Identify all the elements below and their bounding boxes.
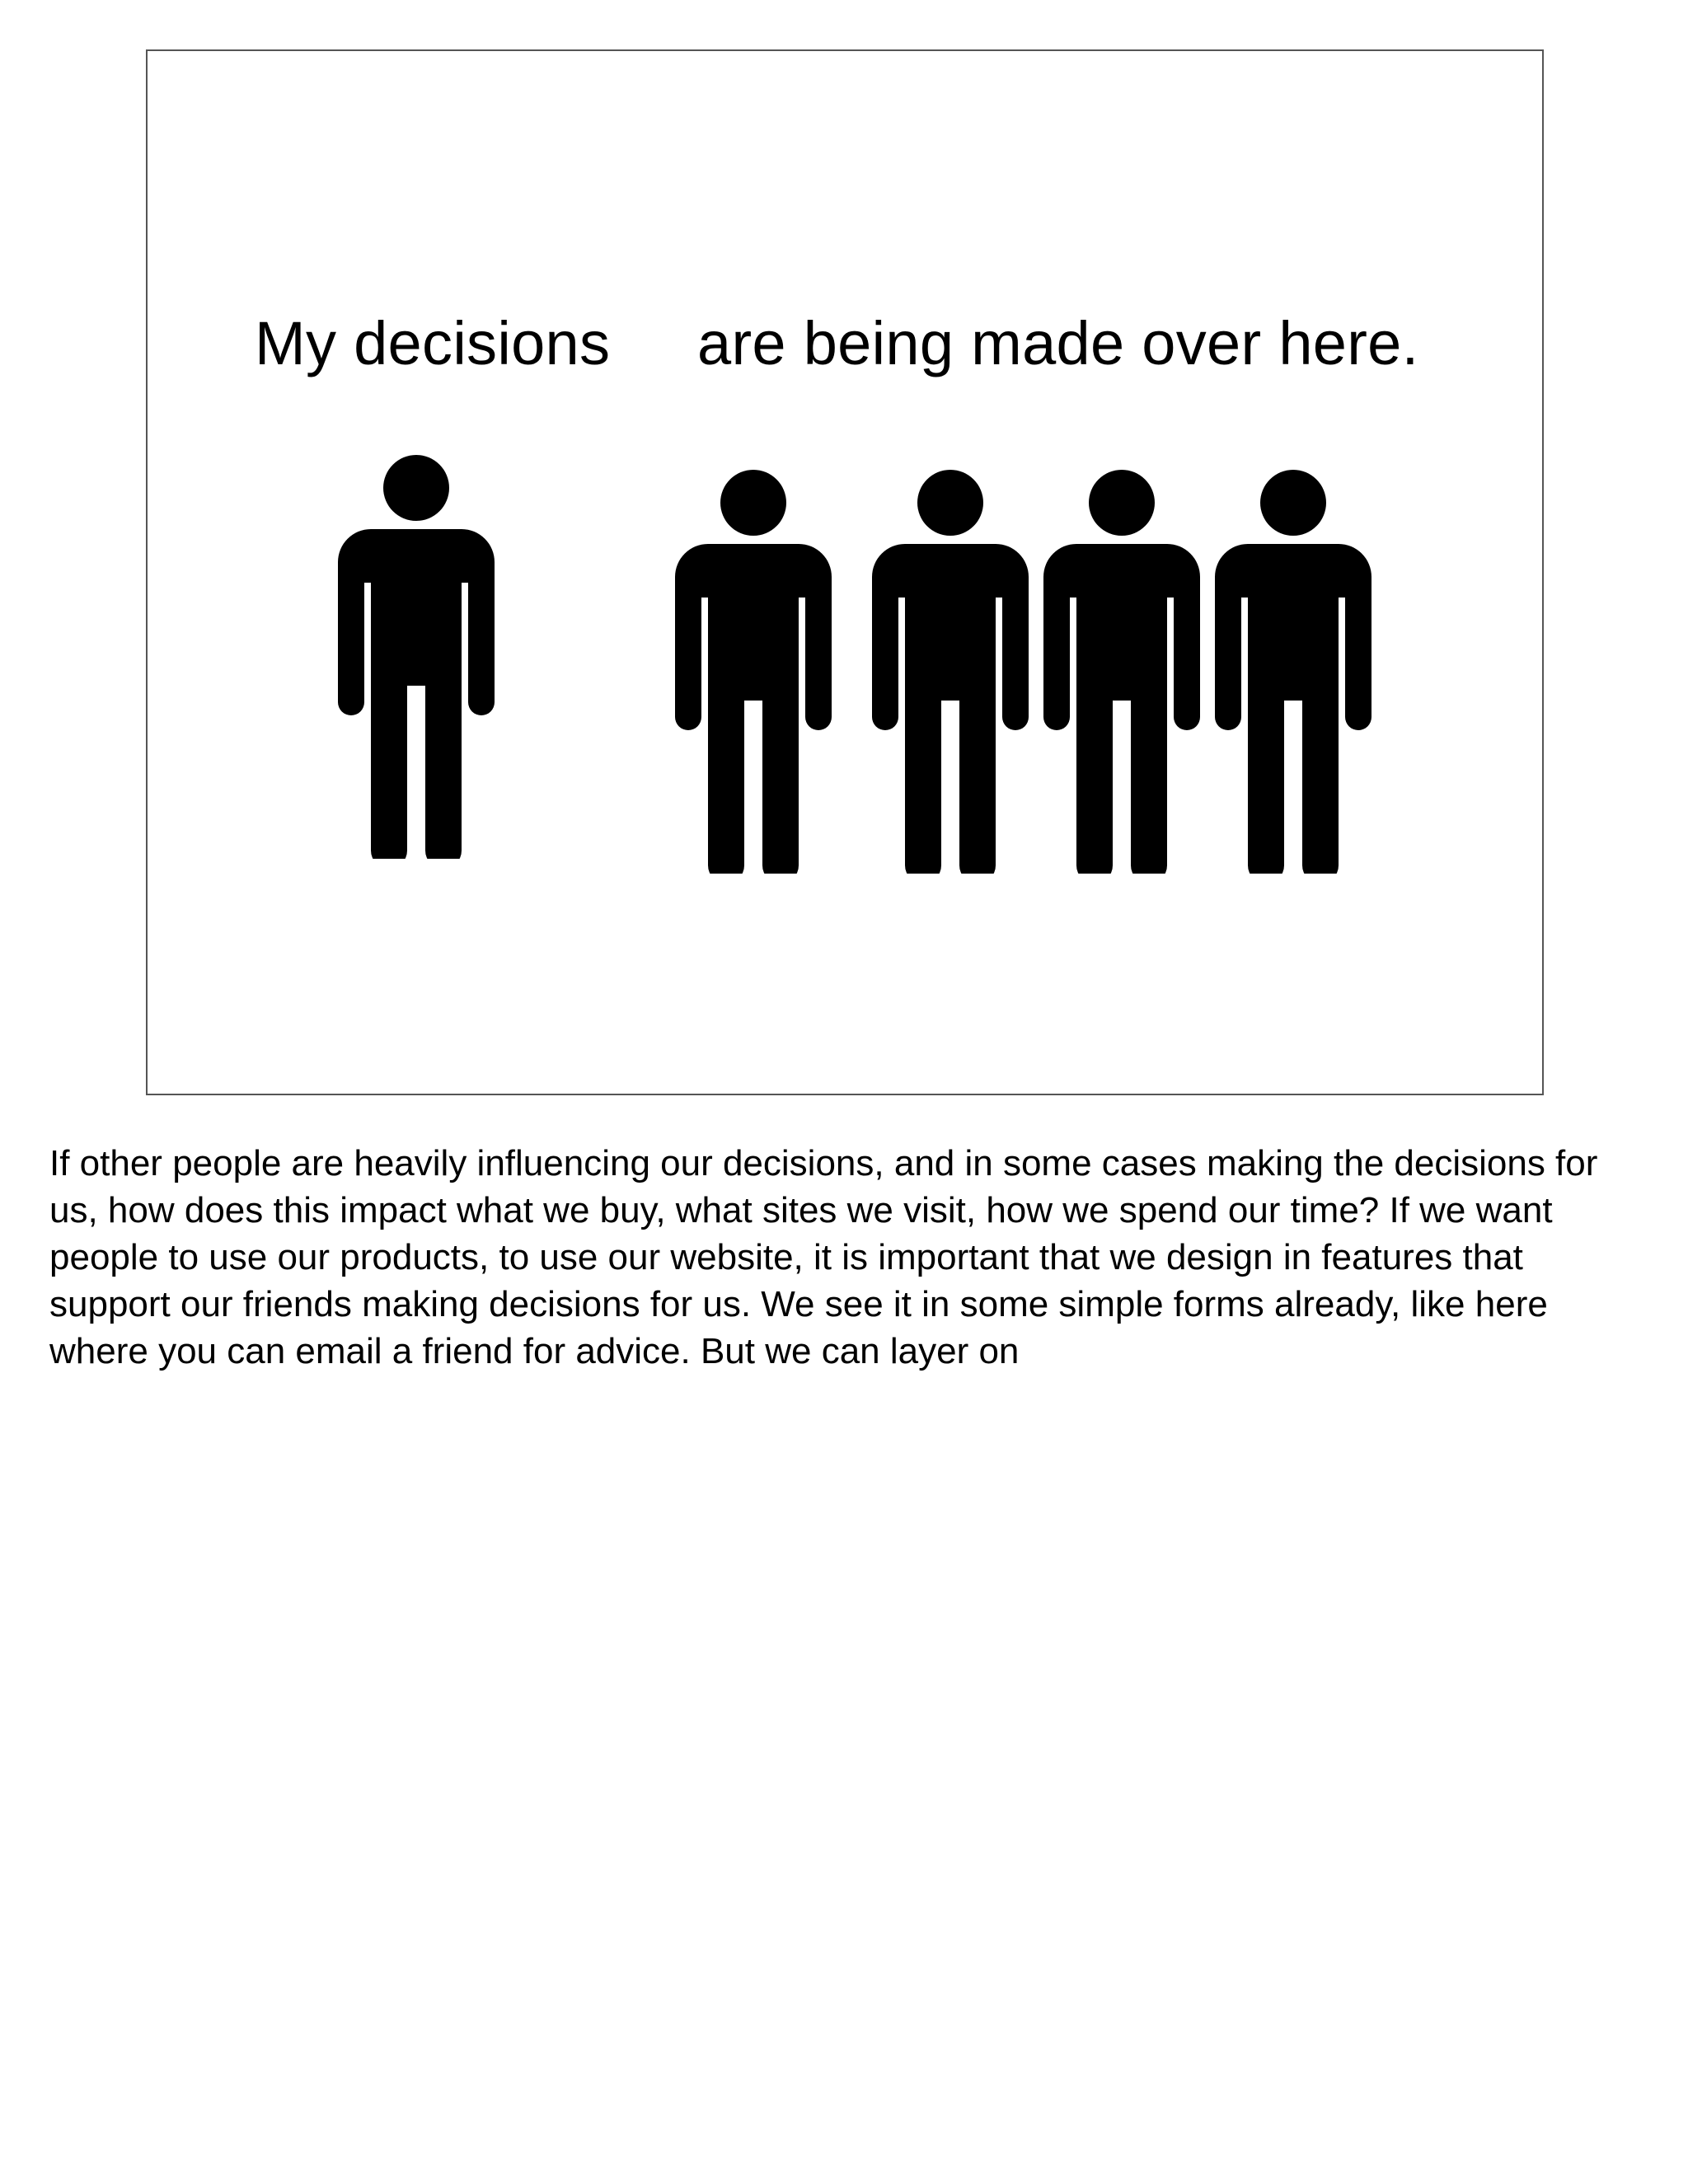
- person-icon: [338, 455, 495, 859]
- person-icon: [1215, 470, 1372, 874]
- slide-caption-right: are being made over here.: [697, 309, 1419, 377]
- slide-frame: [146, 49, 1544, 1095]
- person-icon: [872, 470, 1029, 874]
- slide-caption-left: My decisions: [255, 309, 611, 377]
- person-icon: [1043, 470, 1200, 874]
- speaker-notes: If other people are heavily influencing our decisions, and in some cases making the decisions for us, how does this impact what we buy, what sites we visit, how we spend our time? If we want people to use our products, to use our website, it is important that we design in features that support our friends making decisions for us. We see it in some simple forms already, like here where you can email a friend for advice. But we can layer on: [49, 1143, 1598, 1371]
- person-icon: [675, 470, 832, 874]
